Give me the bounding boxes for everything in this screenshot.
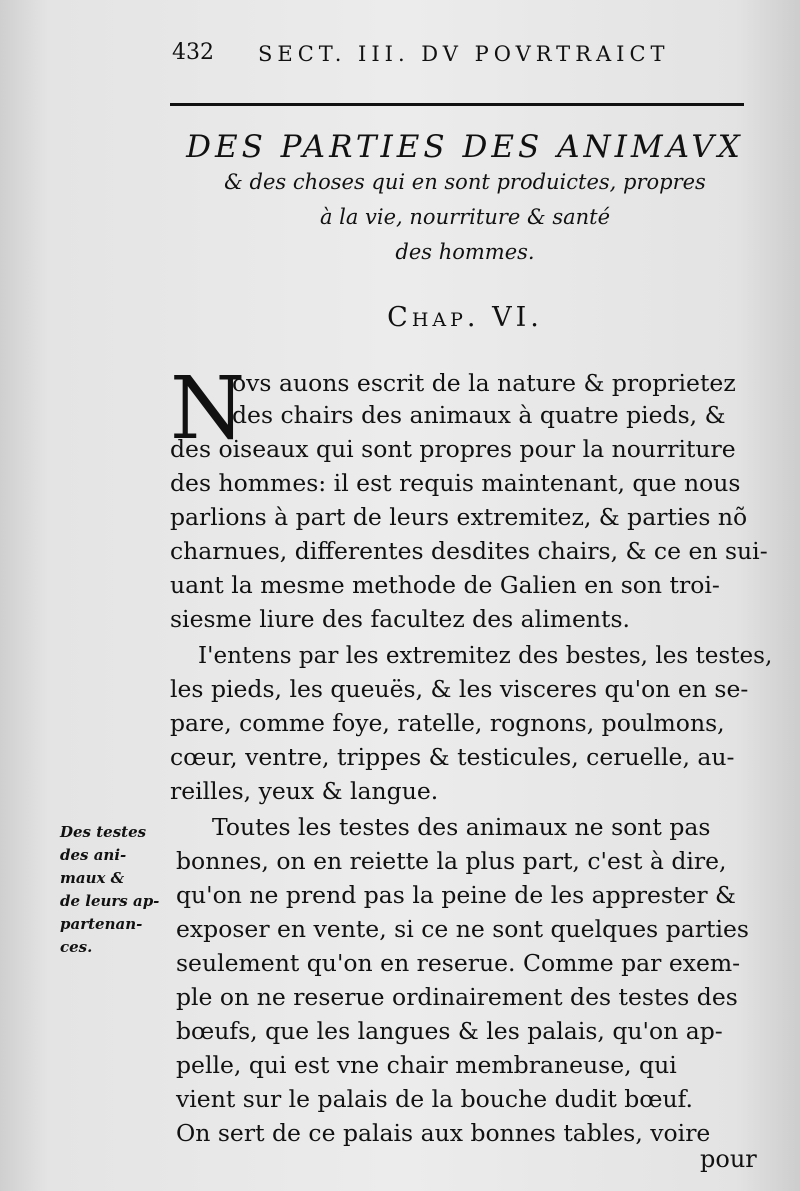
text-line: pelle, qui est vne chair membraneuse, qui xyxy=(176,1051,677,1079)
text-line: reilles, yeux & langue. xyxy=(170,777,439,805)
text-line: pare, comme foye, ratelle, rognons, poulmons, xyxy=(170,709,725,737)
margin-note-line: ces. xyxy=(60,938,93,956)
margin-note-line: partenan- xyxy=(60,915,143,933)
title-line-2: & des choses qui en sont produictes, propres xyxy=(224,170,706,194)
text-line: siesme liure des facultez des aliments. xyxy=(170,605,631,633)
text-line: des chairs des animaux à quatre pieds, & xyxy=(232,401,726,429)
text-line: Toutes les testes des animaux ne sont pas xyxy=(212,813,711,841)
text-line: ovs auons escrit de la nature & proprietez xyxy=(232,369,736,397)
margin-note-line: de leurs ap- xyxy=(60,892,160,910)
text-line: bonnes, on en reiette la plus part, c'est à dire, xyxy=(176,847,727,875)
text-line: I'entens par les extremitez des bestes, les testes, xyxy=(198,641,773,669)
text-line: des hommes: il est requis maintenant, que nous xyxy=(170,469,741,497)
chapter-title xyxy=(165,130,765,270)
title-line-4: des hommes. xyxy=(395,240,535,264)
running-title: SECT. III. DV POVRTRAICT xyxy=(258,42,670,66)
page-number: 432 xyxy=(172,40,214,65)
header-rule xyxy=(170,103,744,106)
text-line: parlions à part de leurs extremitez, & parties nõ xyxy=(170,503,748,531)
text-line: vient sur le palais de la bouche dudit bœuf. xyxy=(176,1085,693,1113)
text-line: les pieds, les queuës, & les visceres qu'on en se- xyxy=(170,675,749,703)
margin-note xyxy=(60,821,178,959)
text-line: ple on ne reserue ordinairement des testes des xyxy=(176,983,738,1011)
page-header xyxy=(172,30,762,74)
text-line: charnues, differentes desdites chairs, & ce en sui- xyxy=(170,537,768,565)
text-line: bœufs, que les langues & les palais, qu'on ap- xyxy=(176,1017,723,1045)
text-line: des oiseaux qui sont propres pour la nourriture xyxy=(170,435,736,463)
drop-cap: N xyxy=(170,359,246,459)
text-line: qu'on ne prend pas la peine de les apprester & xyxy=(176,881,736,909)
margin-note-line: Des testes xyxy=(60,823,147,841)
margin-note-line: maux & xyxy=(60,869,125,887)
text-line: uant la mesme methode de Galien en son troi- xyxy=(170,571,720,599)
catchword: pour xyxy=(700,1145,757,1173)
chapter-heading: Chap. VI. xyxy=(387,302,543,333)
text-line: seulement qu'on en reserue. Comme par exem- xyxy=(176,949,741,977)
text-line: cœur, ventre, trippes & testicules, ceruelle, au- xyxy=(170,743,735,771)
margin-note-line: des ani- xyxy=(60,846,127,864)
text-line: exposer en vente, si ce ne sont quelques parties xyxy=(176,915,749,943)
title-line-3: à la vie, nourriture & santé xyxy=(319,205,611,229)
title-line-1: DES PARTIES DES ANIMAVX xyxy=(186,129,744,165)
text-line: On sert de ce palais aux bonnes tables, voire xyxy=(176,1119,711,1147)
